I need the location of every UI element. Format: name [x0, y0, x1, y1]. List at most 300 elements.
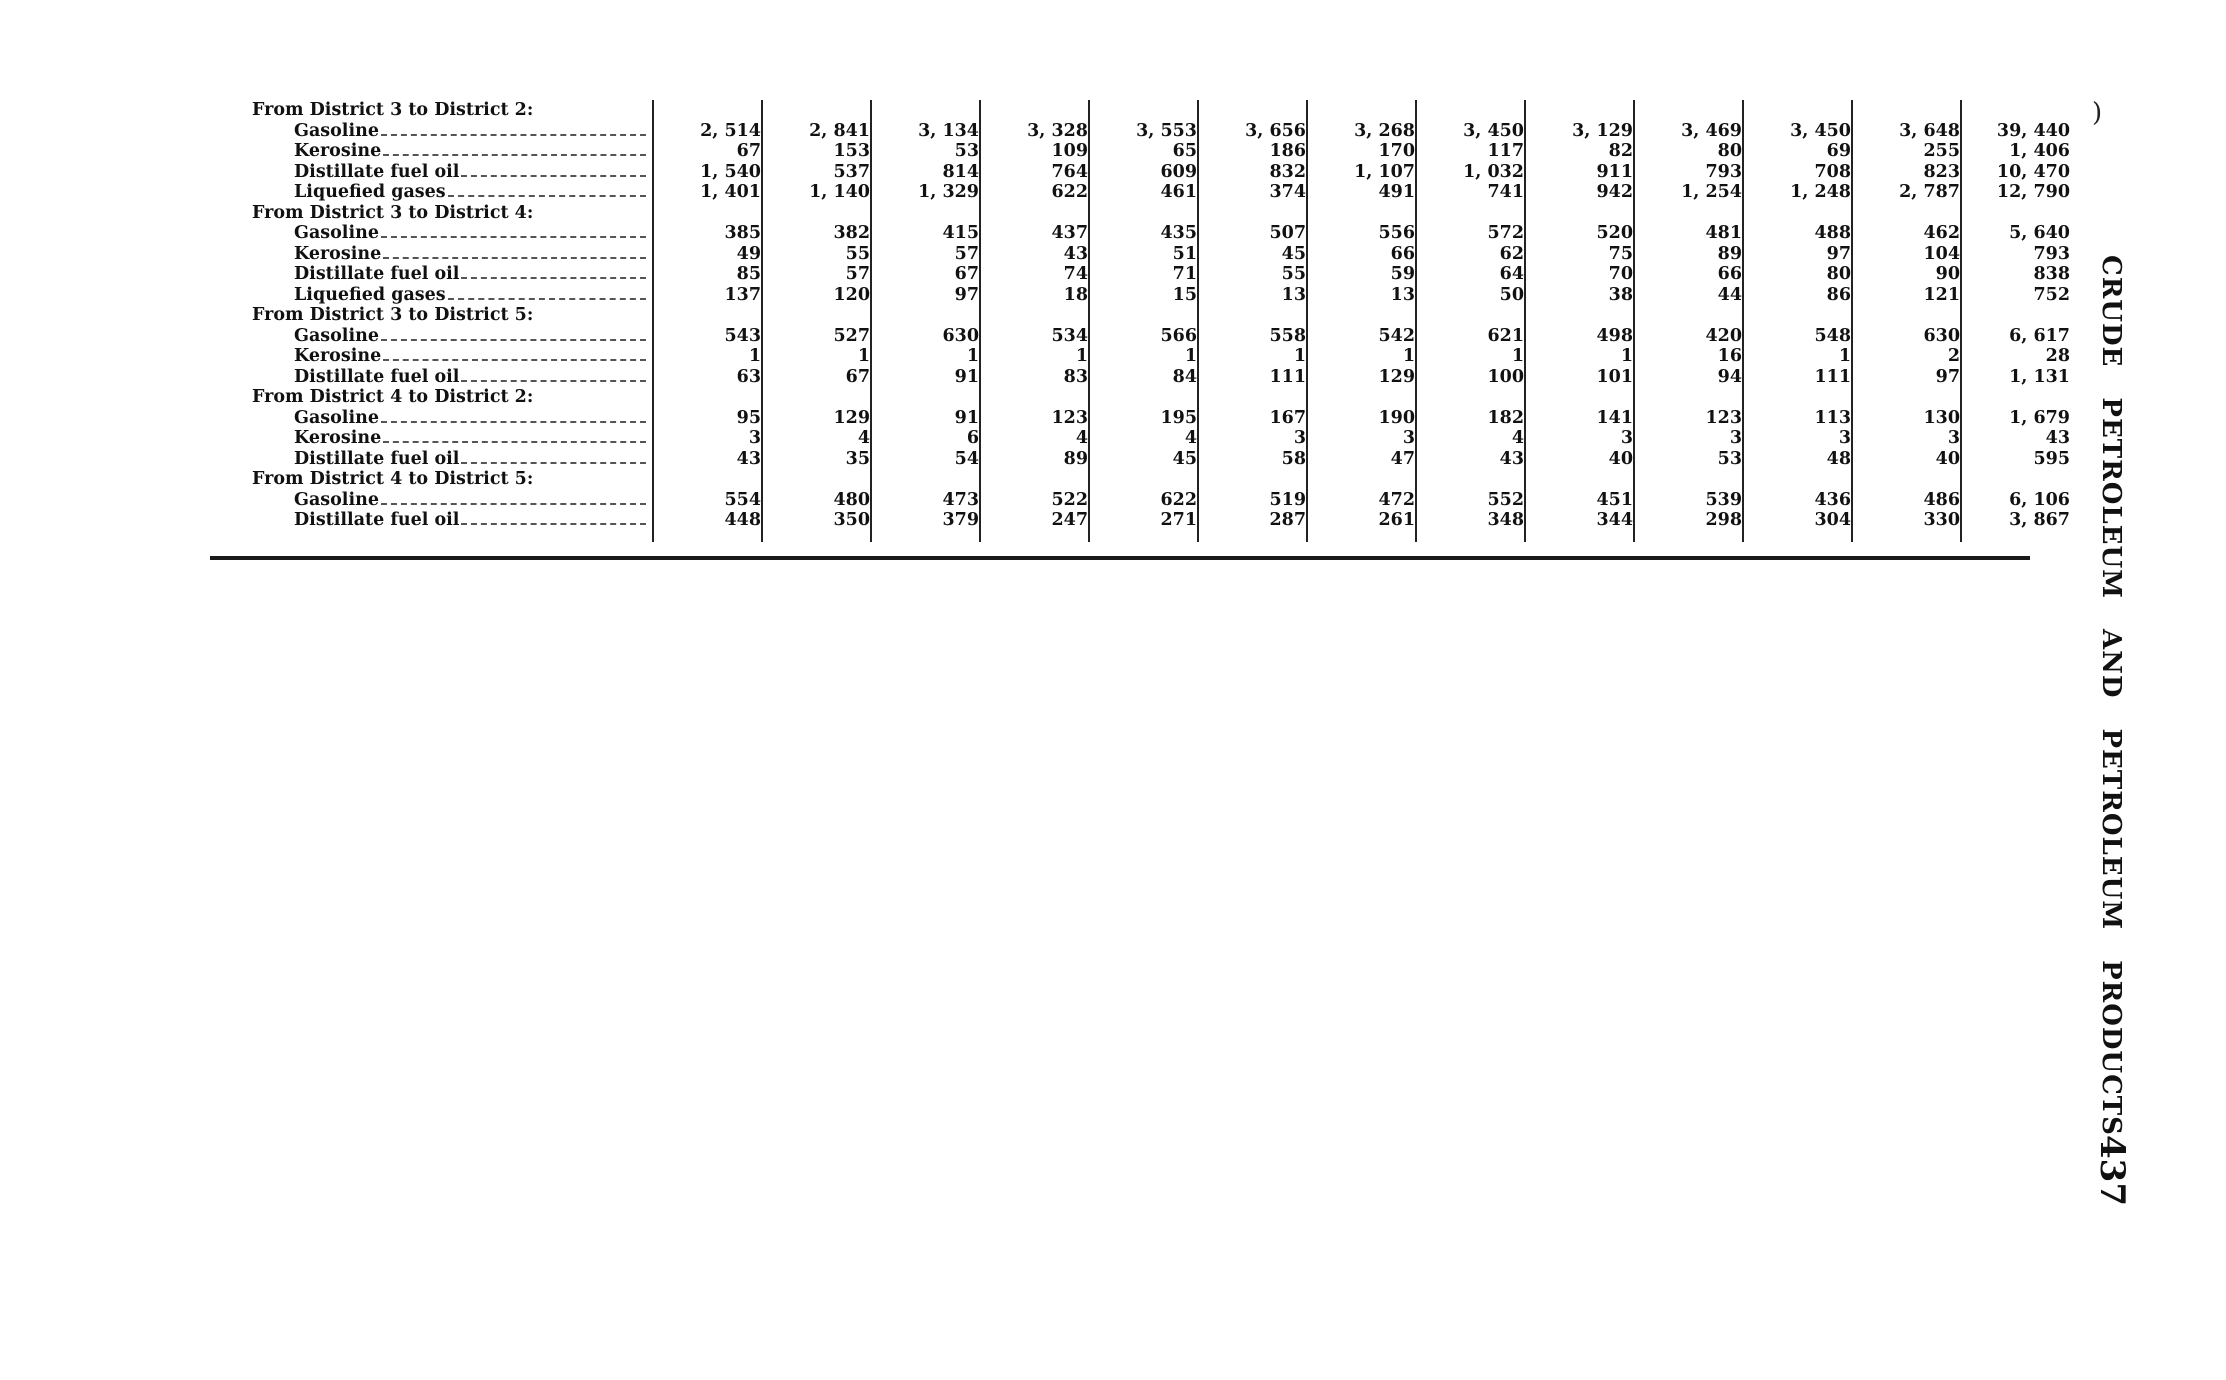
- page-number: 437: [2092, 1135, 2132, 1206]
- value-cell: 2, 514: [653, 121, 762, 142]
- value-cell: 67: [871, 264, 980, 285]
- table-row: [210, 367, 2070, 388]
- value-cell: 548: [1743, 326, 1852, 347]
- value-cell: 823: [1852, 162, 1961, 183]
- value-cell: 53: [871, 141, 980, 162]
- value-cell: 57: [871, 244, 980, 265]
- value-cell: [980, 100, 1089, 121]
- value-cell: [1634, 305, 1743, 326]
- value-cell: 53: [1634, 449, 1743, 470]
- total-cell: 39, 440: [1961, 121, 2070, 142]
- table-row: [210, 326, 2070, 347]
- value-cell: 552: [1416, 490, 1525, 511]
- value-cell: [871, 203, 980, 224]
- value-cell: [762, 469, 871, 490]
- value-cell: 1: [762, 346, 871, 367]
- value-cell: 911: [1525, 162, 1634, 183]
- value-cell: 330: [1852, 510, 1961, 542]
- value-cell: [1852, 387, 1961, 408]
- value-cell: [1089, 100, 1198, 121]
- dot-leader: [461, 461, 646, 464]
- value-cell: [653, 387, 762, 408]
- value-cell: [1634, 387, 1743, 408]
- value-cell: 1, 540: [653, 162, 762, 183]
- value-cell: 451: [1525, 490, 1634, 511]
- value-cell: [871, 100, 980, 121]
- dot-leader: [461, 174, 646, 177]
- dot-leader: [448, 194, 646, 197]
- value-cell: 40: [1852, 449, 1961, 470]
- group-heading: From District 3 to District 4:: [252, 202, 534, 223]
- value-cell: 54: [871, 449, 980, 470]
- value-cell: 1, 107: [1307, 162, 1416, 183]
- row-label-text: Gasoline: [294, 407, 379, 428]
- value-cell: 498: [1525, 326, 1634, 347]
- value-cell: 44: [1634, 285, 1743, 306]
- value-cell: 3, 134: [871, 121, 980, 142]
- row-label-text: Distillate fuel oil: [294, 510, 460, 530]
- total-cell: 1, 679: [1961, 408, 2070, 429]
- value-cell: 182: [1416, 408, 1525, 429]
- value-cell: 170: [1307, 141, 1416, 162]
- value-cell: 3: [1198, 428, 1307, 449]
- dot-leader: [461, 276, 646, 279]
- value-cell: [1743, 469, 1852, 490]
- value-cell: 261: [1307, 510, 1416, 542]
- value-cell: 1, 254: [1634, 182, 1743, 203]
- value-cell: [1525, 100, 1634, 121]
- value-cell: 113: [1743, 408, 1852, 429]
- value-cell: 621: [1416, 326, 1525, 347]
- value-cell: 507: [1198, 223, 1307, 244]
- value-cell: 344: [1525, 510, 1634, 542]
- value-cell: 117: [1416, 141, 1525, 162]
- value-cell: 1, 032: [1416, 162, 1525, 183]
- value-cell: 1: [1743, 346, 1852, 367]
- group-heading: From District 4 to District 2:: [252, 387, 534, 407]
- dot-leader: [448, 297, 646, 300]
- value-cell: 55: [1198, 264, 1307, 285]
- row-label: [210, 510, 653, 542]
- value-cell: 764: [980, 162, 1089, 183]
- value-cell: 35: [762, 449, 871, 470]
- value-cell: 141: [1525, 408, 1634, 429]
- value-cell: 4: [762, 428, 871, 449]
- value-cell: 43: [980, 244, 1089, 265]
- value-cell: 3: [1634, 428, 1743, 449]
- value-cell: 4: [980, 428, 1089, 449]
- value-cell: 50: [1416, 285, 1525, 306]
- value-cell: 287: [1198, 510, 1307, 542]
- value-cell: 436: [1743, 490, 1852, 511]
- value-cell: 255: [1852, 141, 1961, 162]
- table-row: [210, 408, 2070, 429]
- value-cell: 57: [762, 264, 871, 285]
- value-cell: [1743, 387, 1852, 408]
- total-cell: 10, 470: [1961, 162, 2070, 183]
- value-cell: [1198, 203, 1307, 224]
- value-cell: [1743, 203, 1852, 224]
- value-cell: 1: [1198, 346, 1307, 367]
- value-cell: 622: [1089, 490, 1198, 511]
- value-cell: 71: [1089, 264, 1198, 285]
- value-cell: 539: [1634, 490, 1743, 511]
- total-cell: 838: [1961, 264, 2070, 285]
- value-cell: 522: [980, 490, 1089, 511]
- row-label-text: Kerosine: [294, 141, 382, 161]
- value-cell: 45: [1198, 244, 1307, 265]
- value-cell: 741: [1416, 182, 1525, 203]
- value-cell: [1525, 469, 1634, 490]
- value-cell: [871, 469, 980, 490]
- value-cell: 527: [762, 326, 871, 347]
- value-cell: 622: [980, 182, 1089, 203]
- value-cell: 247: [980, 510, 1089, 542]
- value-cell: 111: [1198, 367, 1307, 388]
- value-cell: 18: [980, 285, 1089, 306]
- value-cell: [871, 305, 980, 326]
- value-cell: [1743, 100, 1852, 121]
- dot-leader: [381, 338, 646, 341]
- value-cell: 534: [980, 326, 1089, 347]
- value-cell: [1634, 203, 1743, 224]
- value-cell: 111: [1743, 367, 1852, 388]
- value-cell: [653, 100, 762, 121]
- value-cell: 793: [1634, 162, 1743, 183]
- value-cell: 304: [1743, 510, 1852, 542]
- value-cell: 556: [1307, 223, 1416, 244]
- value-cell: [1525, 387, 1634, 408]
- value-cell: 435: [1089, 223, 1198, 244]
- value-cell: 519: [1198, 490, 1307, 511]
- value-cell: 488: [1743, 223, 1852, 244]
- value-cell: 45: [1089, 449, 1198, 470]
- value-cell: 167: [1198, 408, 1307, 429]
- total-cell: 3, 867: [1961, 510, 2070, 542]
- row-label: [210, 162, 653, 183]
- value-cell: 59: [1307, 264, 1416, 285]
- row-label: [210, 428, 653, 449]
- value-cell: 186: [1198, 141, 1307, 162]
- value-cell: [1416, 100, 1525, 121]
- value-cell: 62: [1416, 244, 1525, 265]
- value-cell: 90: [1852, 264, 1961, 285]
- value-cell: [1852, 469, 1961, 490]
- value-cell: [762, 100, 871, 121]
- value-cell: 3, 328: [980, 121, 1089, 142]
- dot-leader: [383, 358, 646, 361]
- value-cell: 708: [1743, 162, 1852, 183]
- value-cell: 84: [1089, 367, 1198, 388]
- value-cell: 3, 450: [1416, 121, 1525, 142]
- value-cell: 448: [653, 510, 762, 542]
- value-cell: 43: [1416, 449, 1525, 470]
- value-cell: 942: [1525, 182, 1634, 203]
- value-cell: 83: [980, 367, 1089, 388]
- row-label-text: Liquefied gases: [294, 284, 446, 305]
- group-heading: From District 3 to District 2:: [252, 100, 534, 120]
- table-row: [210, 510, 2070, 542]
- group-heading-row: [210, 469, 2070, 490]
- value-cell: 3: [1307, 428, 1416, 449]
- value-cell: 55: [762, 244, 871, 265]
- total-cell: [1961, 100, 2070, 121]
- total-cell: 28: [1961, 346, 2070, 367]
- value-cell: [1198, 305, 1307, 326]
- value-cell: 609: [1089, 162, 1198, 183]
- value-cell: 480: [762, 490, 871, 511]
- value-cell: [980, 305, 1089, 326]
- value-cell: [1089, 203, 1198, 224]
- table-body: [210, 100, 2070, 542]
- value-cell: 1: [1416, 346, 1525, 367]
- value-cell: [1198, 469, 1307, 490]
- running-head-title: CRUDE PETROLEUM AND PETROLEUM PRODUCTS: [2096, 255, 2126, 1136]
- value-cell: 101: [1525, 367, 1634, 388]
- value-cell: 382: [762, 223, 871, 244]
- row-label-text: Gasoline: [294, 223, 379, 243]
- running-head: [2092, 255, 2132, 1206]
- value-cell: 6: [871, 428, 980, 449]
- value-cell: 70: [1525, 264, 1634, 285]
- table-row: [210, 162, 2070, 183]
- row-label: [210, 141, 653, 162]
- value-cell: [1307, 469, 1416, 490]
- value-cell: 69: [1743, 141, 1852, 162]
- value-cell: [1307, 203, 1416, 224]
- row-label-text: Gasoline: [294, 325, 379, 346]
- value-cell: 109: [980, 141, 1089, 162]
- value-cell: 3, 469: [1634, 121, 1743, 142]
- value-cell: 129: [762, 408, 871, 429]
- value-cell: 3: [653, 428, 762, 449]
- value-cell: [871, 387, 980, 408]
- value-cell: [653, 305, 762, 326]
- value-cell: 15: [1089, 285, 1198, 306]
- value-cell: [980, 203, 1089, 224]
- value-cell: 461: [1089, 182, 1198, 203]
- value-cell: [1089, 387, 1198, 408]
- value-cell: 153: [762, 141, 871, 162]
- total-cell: 6, 617: [1961, 326, 2070, 347]
- value-cell: [1416, 469, 1525, 490]
- row-label-text: Distillate fuel oil: [294, 448, 460, 469]
- row-label: [210, 367, 653, 388]
- value-cell: 4: [1089, 428, 1198, 449]
- row-label: [210, 408, 653, 429]
- dot-leader: [383, 256, 646, 259]
- row-label: [210, 346, 653, 367]
- value-cell: [653, 203, 762, 224]
- value-cell: 47: [1307, 449, 1416, 470]
- value-cell: [762, 305, 871, 326]
- value-cell: 630: [871, 326, 980, 347]
- table-row: [210, 285, 2070, 306]
- total-cell: 12, 790: [1961, 182, 2070, 203]
- value-cell: [1416, 203, 1525, 224]
- value-cell: 97: [1743, 244, 1852, 265]
- value-cell: 58: [1198, 449, 1307, 470]
- value-cell: 348: [1416, 510, 1525, 542]
- group-heading: From District 3 to District 5:: [252, 305, 534, 325]
- value-cell: 89: [980, 449, 1089, 470]
- total-cell: 595: [1961, 449, 2070, 470]
- value-cell: 1, 401: [653, 182, 762, 203]
- total-cell: 1, 406: [1961, 141, 2070, 162]
- value-cell: 123: [1634, 408, 1743, 429]
- value-cell: 91: [871, 408, 980, 429]
- total-cell: [1961, 469, 2070, 490]
- value-cell: 462: [1852, 223, 1961, 244]
- value-cell: 1: [653, 346, 762, 367]
- row-label: [210, 285, 653, 306]
- value-cell: 40: [1525, 449, 1634, 470]
- total-cell: 793: [1961, 244, 2070, 265]
- group-heading-row: [210, 305, 2070, 326]
- value-cell: 97: [871, 285, 980, 306]
- value-cell: [1525, 305, 1634, 326]
- value-cell: [1634, 469, 1743, 490]
- value-cell: 121: [1852, 285, 1961, 306]
- value-cell: 130: [1852, 408, 1961, 429]
- value-cell: 566: [1089, 326, 1198, 347]
- value-cell: [1307, 387, 1416, 408]
- value-cell: [980, 469, 1089, 490]
- row-label-text: Kerosine: [294, 346, 382, 366]
- value-cell: 1, 248: [1743, 182, 1852, 203]
- row-label: [210, 490, 653, 511]
- value-cell: 85: [653, 264, 762, 285]
- value-cell: [1198, 100, 1307, 121]
- total-cell: 43: [1961, 428, 2070, 449]
- row-label: [210, 182, 653, 203]
- shipments-table: [210, 100, 2070, 542]
- row-label-text: Kerosine: [294, 243, 382, 264]
- value-cell: 65: [1089, 141, 1198, 162]
- value-cell: 66: [1634, 264, 1743, 285]
- value-cell: 554: [653, 490, 762, 511]
- table-row: [210, 182, 2070, 203]
- value-cell: 3, 268: [1307, 121, 1416, 142]
- value-cell: 190: [1307, 408, 1416, 429]
- value-cell: 271: [1089, 510, 1198, 542]
- total-cell: [1961, 305, 2070, 326]
- value-cell: 814: [871, 162, 980, 183]
- value-cell: [1089, 469, 1198, 490]
- value-cell: [762, 387, 871, 408]
- total-cell: 1, 131: [1961, 367, 2070, 388]
- value-cell: 2, 841: [762, 121, 871, 142]
- value-cell: 51: [1089, 244, 1198, 265]
- total-cell: 5, 640: [1961, 223, 2070, 244]
- dot-leader: [461, 379, 646, 382]
- value-cell: [1416, 305, 1525, 326]
- row-label-text: Distillate fuel oil: [294, 366, 460, 387]
- value-cell: [1198, 387, 1307, 408]
- row-label-text: Gasoline: [294, 120, 379, 141]
- row-label: [210, 449, 653, 470]
- row-label-text: Kerosine: [294, 428, 382, 448]
- value-cell: 89: [1634, 244, 1743, 265]
- value-cell: 2: [1852, 346, 1961, 367]
- value-cell: 74: [980, 264, 1089, 285]
- value-cell: [1634, 100, 1743, 121]
- group-heading: From District 4 to District 5:: [252, 469, 534, 489]
- value-cell: 437: [980, 223, 1089, 244]
- value-cell: 385: [653, 223, 762, 244]
- value-cell: 82: [1525, 141, 1634, 162]
- value-cell: 97: [1852, 367, 1961, 388]
- value-cell: [762, 203, 871, 224]
- row-label: [210, 326, 653, 347]
- dot-leader: [381, 133, 646, 136]
- margin-mark: ): [2092, 98, 2103, 128]
- value-cell: [1416, 387, 1525, 408]
- table-row: [210, 428, 2070, 449]
- value-cell: [1852, 100, 1961, 121]
- dot-leader: [461, 522, 646, 525]
- value-cell: 832: [1198, 162, 1307, 183]
- value-cell: 75: [1525, 244, 1634, 265]
- value-cell: 3: [1525, 428, 1634, 449]
- value-cell: 1, 140: [762, 182, 871, 203]
- value-cell: 2, 787: [1852, 182, 1961, 203]
- row-label-text: Distillate fuel oil: [294, 161, 460, 182]
- value-cell: 95: [653, 408, 762, 429]
- group-heading-row: [210, 387, 2070, 408]
- total-cell: [1961, 203, 2070, 224]
- value-cell: 1: [1307, 346, 1416, 367]
- value-cell: 572: [1416, 223, 1525, 244]
- value-cell: 43: [653, 449, 762, 470]
- value-cell: 420: [1634, 326, 1743, 347]
- value-cell: 80: [1634, 141, 1743, 162]
- table-row: [210, 490, 2070, 511]
- value-cell: 491: [1307, 182, 1416, 203]
- value-cell: [1525, 203, 1634, 224]
- value-cell: 38: [1525, 285, 1634, 306]
- value-cell: 1, 329: [871, 182, 980, 203]
- value-cell: 86: [1743, 285, 1852, 306]
- value-cell: 542: [1307, 326, 1416, 347]
- total-cell: 752: [1961, 285, 2070, 306]
- value-cell: 80: [1743, 264, 1852, 285]
- value-cell: 3, 129: [1525, 121, 1634, 142]
- value-cell: 63: [653, 367, 762, 388]
- row-label: [210, 264, 653, 285]
- value-cell: 630: [1852, 326, 1961, 347]
- value-cell: 67: [762, 367, 871, 388]
- value-cell: [1852, 305, 1961, 326]
- value-cell: 67: [653, 141, 762, 162]
- value-cell: 48: [1743, 449, 1852, 470]
- value-cell: 374: [1198, 182, 1307, 203]
- shipments-table-region: [210, 100, 2070, 555]
- table-row: [210, 121, 2070, 142]
- value-cell: [1852, 203, 1961, 224]
- value-cell: 520: [1525, 223, 1634, 244]
- value-cell: 64: [1416, 264, 1525, 285]
- table-row: [210, 223, 2070, 244]
- value-cell: 1: [1525, 346, 1634, 367]
- total-cell: [1961, 387, 2070, 408]
- value-cell: 350: [762, 510, 871, 542]
- row-label: [210, 244, 653, 265]
- dot-leader: [383, 153, 646, 156]
- value-cell: 120: [762, 285, 871, 306]
- value-cell: 472: [1307, 490, 1416, 511]
- value-cell: 415: [871, 223, 980, 244]
